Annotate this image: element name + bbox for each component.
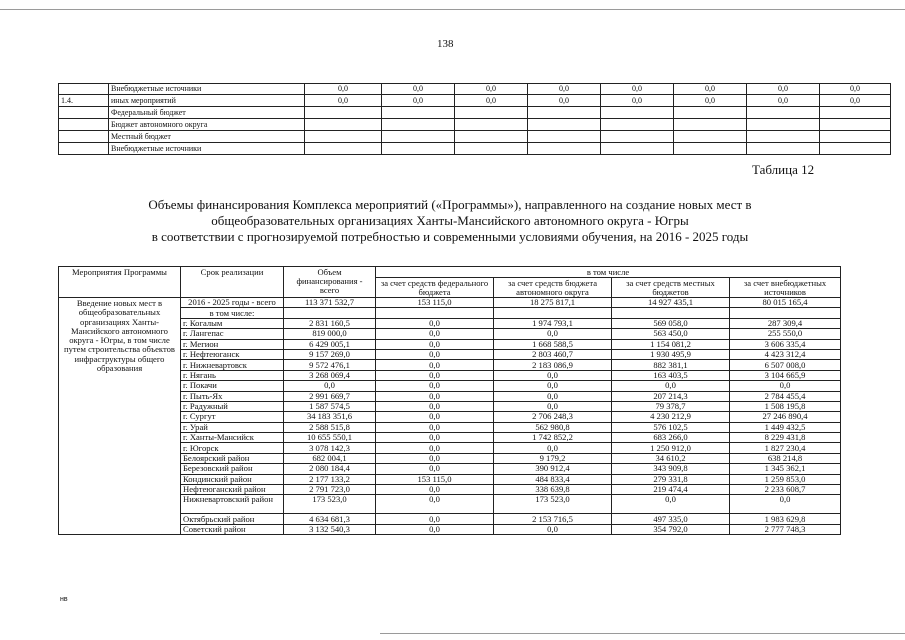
amount-extra: 1 508 195,8 — [730, 401, 841, 411]
table-heading — [100, 197, 800, 245]
row-value: 0,0 — [305, 95, 382, 107]
heading-line-1: Объемы финансирования Комплекса мероприятий («Программы»), направленного на создание новых мест в — [148, 197, 752, 212]
amount-total: 34 183 351,6 — [284, 412, 376, 422]
header-including: в том числе — [376, 267, 841, 278]
row-value: 0,0 — [674, 95, 747, 107]
amount-local: 882 381,1 — [612, 360, 730, 370]
amount-local: 1 154 081,2 — [612, 339, 730, 349]
header-local: за счет средств местных бюджетов — [612, 278, 730, 298]
header-measures: Мероприятия Программы — [59, 267, 181, 298]
amount-federal: 0,0 — [376, 401, 494, 411]
row-value — [820, 131, 891, 143]
continuation-row — [59, 84, 891, 95]
header-okrug: за счет средств бюджета автономного округа — [494, 278, 612, 298]
total-extra: 80 015 165,4 — [730, 298, 841, 308]
amount-local: 79 378,7 — [612, 401, 730, 411]
amount-extra: 1 259 853,0 — [730, 474, 841, 484]
row-name: Бюджет автономного округа — [109, 119, 305, 131]
amount-total: 2 080 184,4 — [284, 464, 376, 474]
row-name: Внебюджетные источники — [109, 84, 305, 95]
row-value: 0,0 — [305, 84, 382, 95]
amount-okrug: 2 803 460,7 — [494, 349, 612, 359]
amount-federal: 0,0 — [376, 453, 494, 463]
row-value — [305, 143, 382, 155]
row-value — [820, 119, 891, 131]
municipality-name: г. Пыть-Ях — [181, 391, 284, 401]
amount-federal: 0,0 — [376, 495, 494, 514]
amount-okrug: 1 668 588,5 — [494, 339, 612, 349]
amount-total: 682 004,1 — [284, 453, 376, 463]
measure-description: Введение новых мест в общеобразовательных организациях Ханты-Мансийского автономного округа - Югры, в том числе путем строительства объектов инфраструктуры общего образования — [59, 298, 181, 535]
amount-okrug: 1 742 852,2 — [494, 433, 612, 443]
amount-okrug: 0,0 — [494, 391, 612, 401]
amount-federal: 0,0 — [376, 485, 494, 495]
continuation-table — [58, 83, 891, 155]
municipality-name: г. Покачи — [181, 381, 284, 391]
row-value — [601, 143, 674, 155]
amount-extra: 3 606 335,4 — [730, 339, 841, 349]
amount-total: 6 429 005,1 — [284, 339, 376, 349]
amount-extra: 638 214,8 — [730, 453, 841, 463]
amount-extra: 1 345 362,1 — [730, 464, 841, 474]
amount-federal: 0,0 — [376, 339, 494, 349]
header-federal: за счет средств федерального бюджета — [376, 278, 494, 298]
amount-extra: 2 233 608,7 — [730, 485, 841, 495]
total-local: 14 927 435,1 — [612, 298, 730, 308]
row-value — [455, 119, 528, 131]
footnote-mark: нв — [60, 596, 68, 603]
row-number — [59, 131, 109, 143]
row-value — [674, 131, 747, 143]
row-value — [747, 107, 820, 119]
row-value — [820, 107, 891, 119]
row-value — [382, 143, 455, 155]
amount-extra: 1 449 432,5 — [730, 422, 841, 432]
row-value — [305, 107, 382, 119]
continuation-row — [59, 95, 891, 107]
amount-okrug: 9 179,2 — [494, 453, 612, 463]
amount-total: 10 655 550,1 — [284, 433, 376, 443]
amount-federal: 0,0 — [376, 318, 494, 328]
row-number: 1.4. — [59, 95, 109, 107]
amount-extra: 4 423 312,4 — [730, 349, 841, 359]
amount-local: 279 331,8 — [612, 474, 730, 484]
total-period: 2016 - 2025 годы - всего — [181, 298, 284, 308]
amount-local: 0,0 — [612, 495, 730, 514]
row-value — [455, 131, 528, 143]
amount-okrug: 0,0 — [494, 381, 612, 391]
row-number — [59, 119, 109, 131]
amount-total: 3 268 069,4 — [284, 370, 376, 380]
amount-total: 4 634 681,3 — [284, 514, 376, 524]
amount-extra: 2 784 455,4 — [730, 391, 841, 401]
row-value: 0,0 — [747, 84, 820, 95]
scan-edge-top — [0, 9, 905, 10]
amount-extra: 255 550,0 — [730, 329, 841, 339]
row-number — [59, 107, 109, 119]
amount-federal: 0,0 — [376, 360, 494, 370]
municipality-name: Нижневартовский район — [181, 495, 284, 514]
amount-okrug: 338 639,8 — [494, 485, 612, 495]
amount-okrug: 0,0 — [494, 370, 612, 380]
total-federal: 153 115,0 — [376, 298, 494, 308]
amount-okrug: 484 833,4 — [494, 474, 612, 484]
row-value — [382, 107, 455, 119]
municipality-name: г. Нефтеюганск — [181, 349, 284, 359]
row-value: 0,0 — [382, 95, 455, 107]
total-okrug: 18 275 817,1 — [494, 298, 612, 308]
financing-table-body — [59, 298, 841, 535]
amount-local: 4 230 212,9 — [612, 412, 730, 422]
row-name: Федеральный бюджет — [109, 107, 305, 119]
row-value — [305, 119, 382, 131]
amount-local: 34 610,2 — [612, 453, 730, 463]
amount-federal: 0,0 — [376, 514, 494, 524]
amount-local: 683 266,0 — [612, 433, 730, 443]
amount-local: 207 214,3 — [612, 391, 730, 401]
amount-total: 2 831 160,5 — [284, 318, 376, 328]
amount-extra: 1 983 629,8 — [730, 514, 841, 524]
amount-local: 0,0 — [612, 381, 730, 391]
amount-local: 1 250 912,0 — [612, 443, 730, 453]
row-value: 0,0 — [601, 84, 674, 95]
municipality-name: г. Югорск — [181, 443, 284, 453]
municipality-name: г. Нижневартовск — [181, 360, 284, 370]
municipality-name: Советский район — [181, 524, 284, 534]
municipality-name: Нефтеюганский район — [181, 485, 284, 495]
amount-federal: 0,0 — [376, 381, 494, 391]
row-value — [747, 143, 820, 155]
amount-total: 1 587 574,5 — [284, 401, 376, 411]
row-value — [747, 131, 820, 143]
amount-okrug: 562 980,8 — [494, 422, 612, 432]
amount-okrug: 0,0 — [494, 401, 612, 411]
amount-okrug: 0,0 — [494, 329, 612, 339]
amount-okrug: 0,0 — [494, 524, 612, 534]
amount-okrug: 0,0 — [494, 443, 612, 453]
amount-extra: 8 229 431,8 — [730, 433, 841, 443]
municipality-name: г. Мегион — [181, 339, 284, 349]
amount-total: 2 791 723,0 — [284, 485, 376, 495]
row-value: 0,0 — [382, 84, 455, 95]
amount-total: 9 572 476,1 — [284, 360, 376, 370]
amount-extra: 6 507 008,0 — [730, 360, 841, 370]
continuation-row — [59, 119, 891, 131]
row-value — [747, 119, 820, 131]
amount-okrug: 390 912,4 — [494, 464, 612, 474]
row-value: 0,0 — [455, 95, 528, 107]
municipality-name: Березовский район — [181, 464, 284, 474]
amount-total: 0,0 — [284, 381, 376, 391]
row-value — [674, 119, 747, 131]
scan-edge-bottom — [380, 633, 905, 634]
amount-okrug: 2 706 248,3 — [494, 412, 612, 422]
row-value — [820, 143, 891, 155]
amount-federal: 0,0 — [376, 370, 494, 380]
amount-federal: 0,0 — [376, 349, 494, 359]
amount-total: 2 177 133,2 — [284, 474, 376, 484]
continuation-row — [59, 107, 891, 119]
municipality-name: Кондинский район — [181, 474, 284, 484]
row-value — [455, 143, 528, 155]
amount-extra: 0,0 — [730, 495, 841, 514]
row-value — [528, 131, 601, 143]
amount-okrug: 2 153 716,5 — [494, 514, 612, 524]
row-value — [674, 107, 747, 119]
amount-local: 163 403,5 — [612, 370, 730, 380]
table-caption: Таблица 12 — [752, 162, 815, 177]
municipality-name: Октябрьский район — [181, 514, 284, 524]
row-value — [674, 143, 747, 155]
row-value: 0,0 — [601, 95, 674, 107]
amount-extra: 3 104 665,9 — [730, 370, 841, 380]
amount-federal: 0,0 — [376, 464, 494, 474]
amount-local: 354 792,0 — [612, 524, 730, 534]
row-value — [528, 107, 601, 119]
row-value: 0,0 — [820, 95, 891, 107]
header-extra: за счет внебюджетных источников — [730, 278, 841, 298]
amount-federal: 0,0 — [376, 412, 494, 422]
continuation-row — [59, 143, 891, 155]
total-amount: 113 371 532,7 — [284, 298, 376, 308]
row-value: 0,0 — [528, 95, 601, 107]
row-value — [601, 107, 674, 119]
municipality-name: г. Радужный — [181, 401, 284, 411]
municipality-name: г. Когалым — [181, 318, 284, 328]
amount-total: 2 588 515,8 — [284, 422, 376, 432]
row-value — [305, 131, 382, 143]
amount-local: 563 450,0 — [612, 329, 730, 339]
header-period: Срок реализации — [181, 267, 284, 298]
amount-federal: 0,0 — [376, 443, 494, 453]
amount-federal: 0,0 — [376, 391, 494, 401]
row-number — [59, 84, 109, 95]
row-value: 0,0 — [455, 84, 528, 95]
amount-total: 2 991 669,7 — [284, 391, 376, 401]
amount-local: 1 930 495,9 — [612, 349, 730, 359]
amount-okrug: 2 183 086,9 — [494, 360, 612, 370]
row-value — [528, 119, 601, 131]
municipality-name: г. Урай — [181, 422, 284, 432]
amount-local: 569 058,0 — [612, 318, 730, 328]
row-name: иных мероприятий — [109, 95, 305, 107]
financing-table — [58, 266, 841, 535]
row-value — [601, 131, 674, 143]
heading-line-2: общеобразовательных организациях Ханты-Мансийского автономного округа - Югры — [211, 213, 689, 228]
amount-total: 9 157 269,0 — [284, 349, 376, 359]
amount-okrug: 1 974 793,1 — [494, 318, 612, 328]
amount-total: 3 078 142,3 — [284, 443, 376, 453]
total-row — [59, 298, 841, 308]
municipality-name: Белоярский район — [181, 453, 284, 463]
municipality-name: г. Ханты-Мансийск — [181, 433, 284, 443]
continuation-table-body — [59, 84, 891, 155]
amount-federal: 0,0 — [376, 524, 494, 534]
amount-total: 173 523,0 — [284, 495, 376, 514]
municipality-name: г. Сургут — [181, 412, 284, 422]
amount-federal: 0,0 — [376, 329, 494, 339]
amount-okrug: 173 523,0 — [494, 495, 612, 514]
amount-extra: 287 309,4 — [730, 318, 841, 328]
amount-local: 343 909,8 — [612, 464, 730, 474]
amount-extra: 1 827 230,4 — [730, 443, 841, 453]
row-value: 0,0 — [528, 84, 601, 95]
row-name: Внебюджетные источники — [109, 143, 305, 155]
row-name: Местный бюджет — [109, 131, 305, 143]
row-value — [528, 143, 601, 155]
row-value — [382, 119, 455, 131]
row-value — [382, 131, 455, 143]
municipality-name: г. Лангепас — [181, 329, 284, 339]
amount-federal: 0,0 — [376, 433, 494, 443]
row-value: 0,0 — [820, 84, 891, 95]
amount-total: 819 000,0 — [284, 329, 376, 339]
row-value: 0,0 — [747, 95, 820, 107]
amount-federal: 0,0 — [376, 422, 494, 432]
row-value — [455, 107, 528, 119]
header-total: Объем финансирования - всего — [284, 267, 376, 298]
amount-extra: 0,0 — [730, 381, 841, 391]
continuation-row — [59, 131, 891, 143]
page-number: 138 — [437, 38, 454, 50]
amount-extra: 27 246 890,4 — [730, 412, 841, 422]
row-value — [601, 119, 674, 131]
row-number — [59, 143, 109, 155]
amount-local: 219 474,4 — [612, 485, 730, 495]
amount-local: 576 102,5 — [612, 422, 730, 432]
subheader-label: в том числе: — [181, 308, 284, 318]
municipality-name: г. Нягань — [181, 370, 284, 380]
row-value: 0,0 — [674, 84, 747, 95]
heading-line-3: в соответствии с прогнозируемой потребностью и современными условиями обучения, на 2016 - 2025 годы — [151, 229, 749, 244]
amount-local: 497 335,0 — [612, 514, 730, 524]
amount-federal: 153 115,0 — [376, 474, 494, 484]
amount-extra: 2 777 748,3 — [730, 524, 841, 534]
amount-total: 3 132 540,3 — [284, 524, 376, 534]
